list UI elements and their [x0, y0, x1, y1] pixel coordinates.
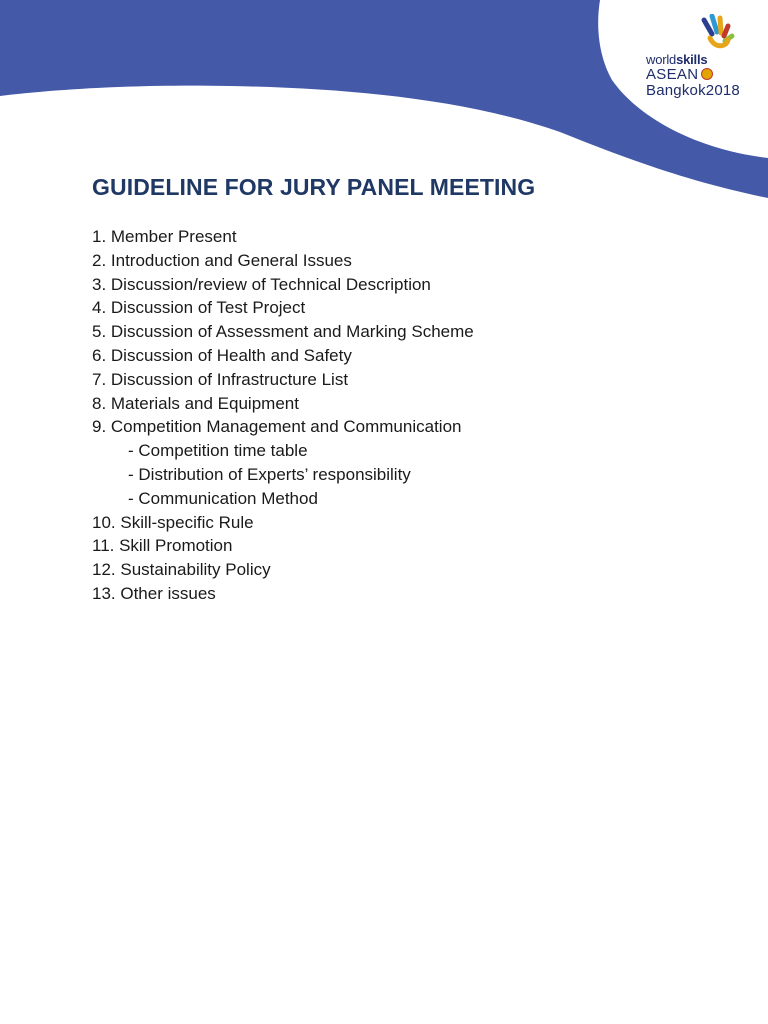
agenda-item: 10. Skill-specific Rule	[92, 512, 254, 532]
agenda-subitem: - Communication Method	[128, 488, 318, 508]
asean-seal-icon	[701, 68, 713, 80]
logo-skills-text: skills	[676, 52, 708, 67]
agenda-item: 4. Discussion of Test Project	[92, 298, 306, 318]
logo-bangkok-text: Bangkok2018	[646, 82, 740, 99]
agenda-item: 12. Sustainability Policy	[92, 560, 271, 580]
agenda-item: 6. Discussion of Health and Safety	[92, 345, 352, 365]
agenda-item: 2. Introduction and General Issues	[92, 250, 352, 270]
agenda-subitem: - Competition time table	[128, 441, 308, 461]
agenda-list	[92, 225, 474, 606]
logo-asean-text: ASEAN	[646, 66, 699, 83]
agenda-item: 3. Discussion/review of Technical Description	[92, 274, 431, 294]
worldskills-logo	[646, 14, 762, 106]
agenda-item: 1. Member Present	[92, 227, 237, 246]
agenda-item: 13. Other issues	[92, 583, 216, 603]
logo-worldskills-text	[646, 52, 707, 67]
agenda-item: 7. Discussion of Infrastructure List	[92, 369, 349, 389]
agenda-item: 9. Competition Management and Communication	[92, 417, 462, 437]
agenda-item: 5. Discussion of Assessment and Marking Scheme	[92, 322, 474, 342]
document-title: GUIDELINE FOR JURY PANEL MEETING	[92, 174, 536, 200]
logo-asean-line	[646, 66, 713, 83]
agenda-subitem: - Distribution of Experts’ responsibility	[128, 464, 411, 484]
logo-world-text: world	[646, 52, 677, 67]
agenda-item: 11. Skill Promotion	[92, 536, 233, 556]
agenda-item: 8. Materials and Equipment	[92, 393, 299, 413]
